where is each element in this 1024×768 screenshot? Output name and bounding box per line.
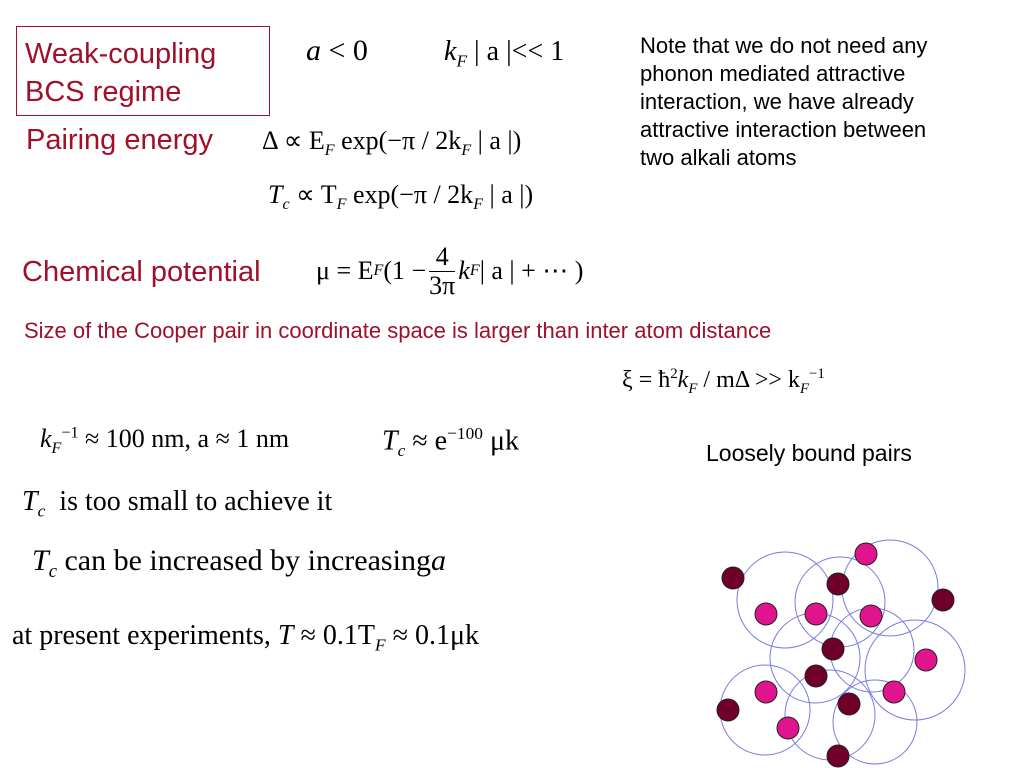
atom-pink [915, 649, 937, 671]
atom-dark [827, 573, 849, 595]
pair-halo [737, 552, 833, 648]
chemical-potential-label: Chemical potential [22, 256, 261, 288]
pair-halo [785, 670, 875, 760]
atom-pink [883, 681, 905, 703]
eq-kfa-small: $k_F$ | a |<< 1 [444, 36, 565, 71]
fraction-4-over-3pi: $\frac{4}{3\pi}$ [429, 242, 456, 300]
atom-dark [827, 745, 849, 767]
regime-title-line2: BCS regime [25, 76, 182, 108]
atom-dark [805, 665, 827, 687]
eq-length-scales: $k_F^{-1} \approx 100$ nm, a ≈ 1 nm [40, 424, 290, 458]
atom-dark [838, 693, 860, 715]
tc-increase-text: $T_c$ can be increased by increasinga [32, 544, 446, 582]
loosely-bound-label: Loosely bound pairs [706, 440, 912, 466]
atom-pink [860, 605, 882, 627]
eq-coherence-length: $\xi = ħ^2k_F / m\Delta >> k_F^{-1}$ [622, 366, 825, 397]
note-text: Note that we do not need any phonon mediated attractive interaction, we have already attractive interaction between two alkali atoms [640, 33, 928, 170]
regime-title-box [16, 26, 270, 116]
atom-pink [755, 681, 777, 703]
atom-dark [717, 699, 739, 721]
pair-halo [795, 557, 885, 647]
eq-a-negative: a < 0 [306, 34, 368, 67]
atom-dark [722, 567, 744, 589]
loosely-bound-pairs-diagram [690, 530, 1024, 768]
atom-pink [805, 603, 827, 625]
tc-too-small-text: $T_c$ is too small to achieve it [22, 486, 333, 521]
eq-pairing-gap: $\Delta \propto E_F$ $\exp(-\pi / 2k_F$ | a |) [262, 126, 522, 160]
atom-dark [932, 589, 954, 611]
atom-pink [755, 603, 777, 625]
eq-tc-estimate: $T_c \approx e^{-100}$ μk [382, 424, 519, 460]
atom-dark [822, 638, 844, 660]
eq-chemical-potential: μ = E F (1 − $\frac{4}{3\pi}$ k F | a | + ⋯ ) [316, 242, 584, 300]
pair-halo [770, 613, 860, 703]
pairing-energy-label: Pairing energy [26, 124, 213, 156]
present-experiments-text: at present experiments, $T \approx 0.1T_F \approx 0.1\mu k$ [12, 620, 479, 655]
atom-pink [855, 543, 877, 565]
regime-title-line1: Weak-coupling [25, 38, 217, 70]
atom-pink [777, 717, 799, 739]
eq-critical-temperature: $T_c \propto T_F$ $\exp(-\pi / 2k_F$ | a |) [268, 180, 534, 214]
cooper-size-text: Size of the Cooper pair in coordinate space is larger than inter atom distance [24, 318, 772, 343]
